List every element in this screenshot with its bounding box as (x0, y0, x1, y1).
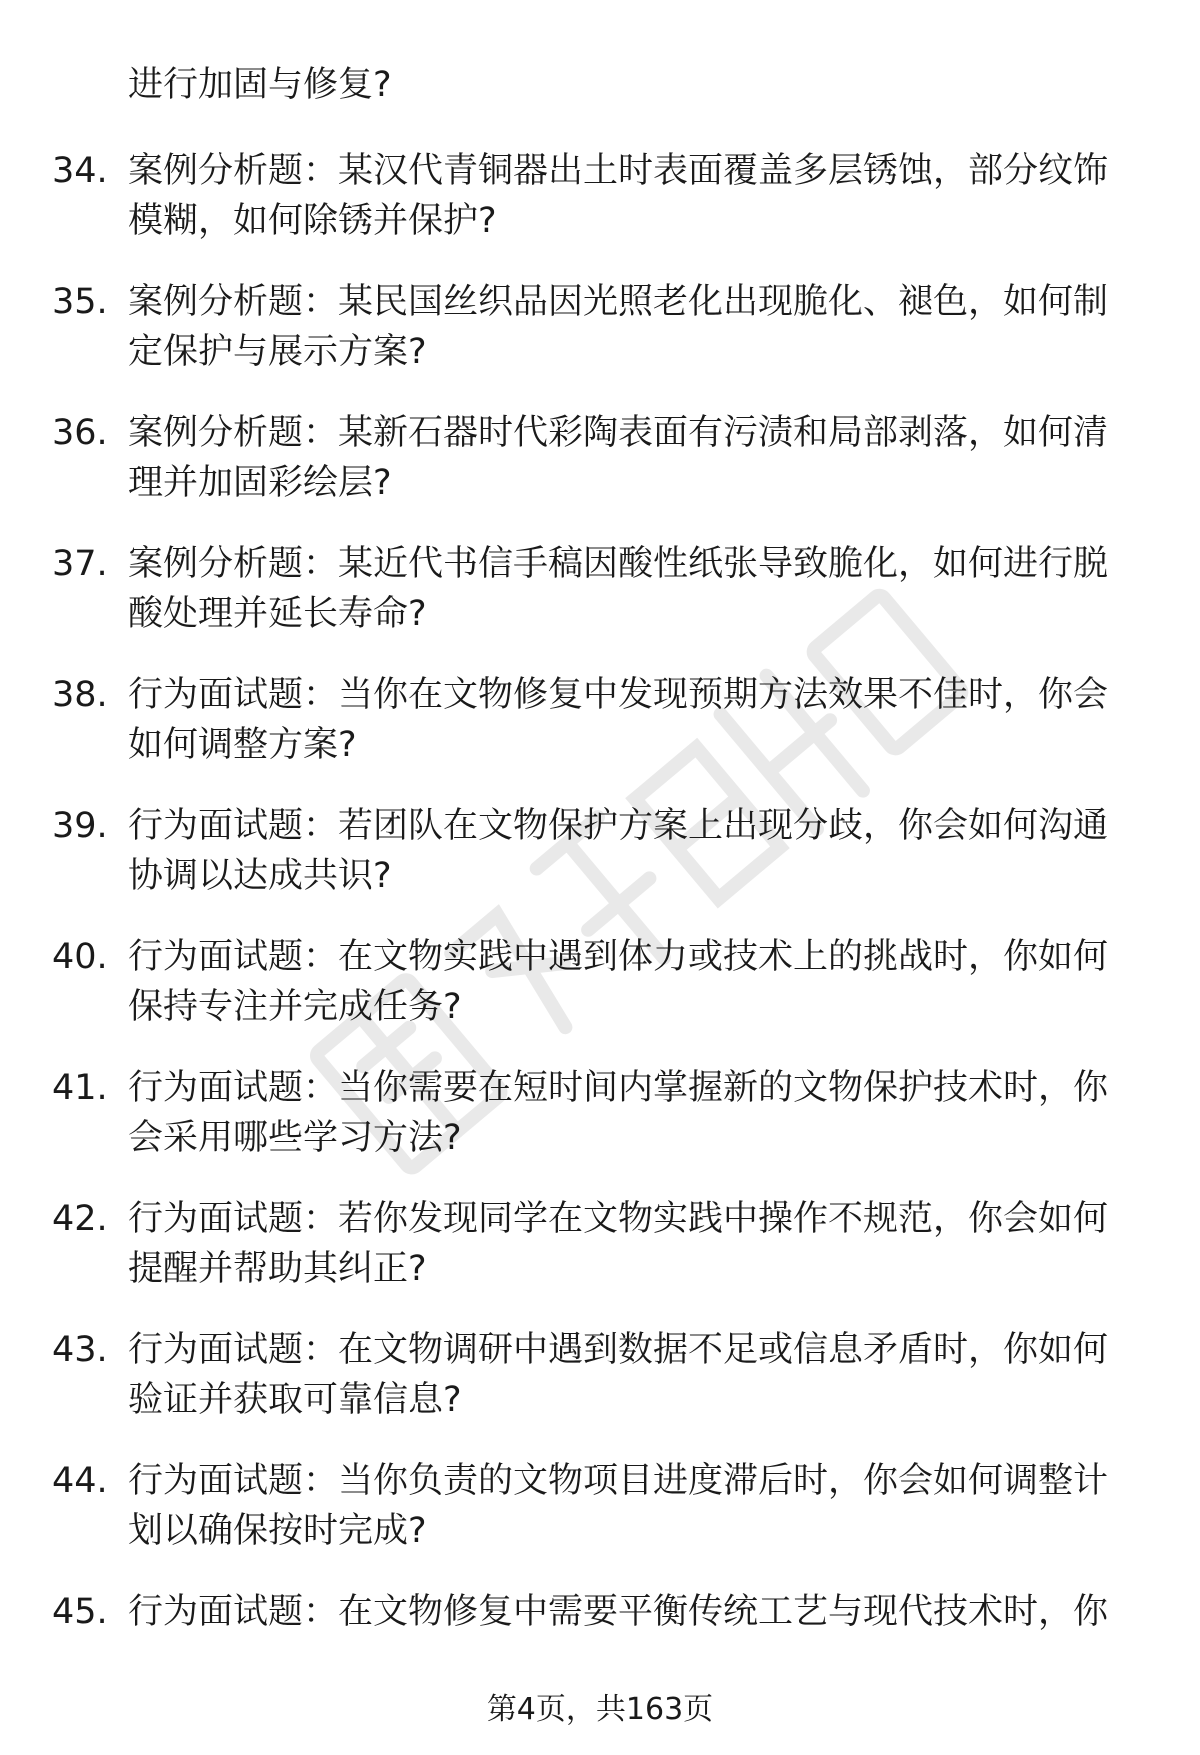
question-text (128, 1587, 1148, 1637)
question-line: 行为面试题：当你负责的文物项目进度滞后时，你会如何调整计 (128, 1461, 1109, 1501)
question-line: 保持专注并完成任务? (128, 987, 462, 1027)
question-line: 酸处理并延长寿命? (128, 594, 427, 634)
question-text (128, 801, 1148, 901)
question-line: 提醒并帮助其纠正? (128, 1249, 427, 1289)
list-item (0, 146, 1200, 277)
list-item (0, 801, 1200, 932)
question-line: 定保护与展示方案? (128, 332, 427, 372)
question-line: 如何调整方案? (128, 725, 357, 765)
list-item (0, 1194, 1200, 1325)
list-item (0, 1456, 1200, 1587)
question-line: 行为面试题：若你发现同学在文物实践中操作不规范，你会如何 (128, 1199, 1109, 1239)
question-line: 行为面试题：在文物修复中需要平衡传统工艺与现代技术时，你 (128, 1592, 1109, 1632)
question-text (128, 146, 1148, 246)
question-text (128, 1325, 1148, 1425)
list-item (0, 408, 1200, 539)
question-line: 案例分析题：某民国丝织品因光照老化出现脆化、褪色，如何制 (128, 282, 1109, 322)
question-line: 理并加固彩绘层? (128, 463, 392, 503)
question-text (128, 670, 1148, 770)
question-line: 行为面试题：当你在文物修复中发现预期方法效果不佳时，你会 (128, 675, 1109, 715)
question-text (128, 932, 1148, 1032)
question-line: 行为面试题：当你需要在短时间内掌握新的文物保护技术时，你 (128, 1068, 1109, 1108)
list-item (0, 539, 1200, 670)
question-line: 案例分析题：某新石器时代彩陶表面有污渍和局部剥落，如何清 (128, 413, 1109, 453)
question-number: 45. (52, 1592, 108, 1632)
list-item (0, 1063, 1200, 1194)
question-line: 行为面试题：若团队在文物保护方案上出现分歧，你会如何沟通 (128, 806, 1109, 846)
question-line: 案例分析题：某汉代青铜器出土时表面覆盖多层锈蚀，部分纹饰 (128, 151, 1109, 191)
list-item (0, 932, 1200, 1063)
question-list (0, 146, 1200, 1718)
question-number: 40. (52, 937, 108, 977)
question-number: 41. (52, 1068, 108, 1108)
question-line: 会采用哪些学习方法? (128, 1118, 462, 1158)
question-number: 44. (52, 1461, 108, 1501)
question-number: 39. (52, 806, 108, 846)
question-text (128, 1456, 1148, 1556)
question-number: 43. (52, 1330, 108, 1370)
page-number-footer: 第4页，共163页 (486, 1692, 714, 1727)
question-text (128, 1063, 1148, 1163)
question-text (128, 408, 1148, 508)
question-text (128, 539, 1148, 639)
question-number: 36. (52, 413, 108, 453)
question-line: 行为面试题：在文物实践中遇到体力或技术上的挑战时，你如何 (128, 937, 1109, 977)
question-line: 验证并获取可靠信息? (128, 1380, 462, 1420)
list-item (0, 277, 1200, 408)
question-text (128, 1194, 1148, 1294)
question-number: 35. (52, 282, 108, 322)
question-33-continuation: 进行加固与修复? (128, 65, 392, 105)
question-line: 案例分析题：某近代书信手稿因酸性纸张导致脆化，如何进行脱 (128, 544, 1109, 584)
question-number: 42. (52, 1199, 108, 1239)
question-line: 行为面试题：在文物调研中遇到数据不足或信息矛盾时，你如何 (128, 1330, 1109, 1370)
question-line: 模糊，如何除锈并保护? (128, 201, 497, 241)
question-text (128, 277, 1148, 377)
question-number: 38. (52, 675, 108, 715)
question-number: 34. (52, 151, 108, 191)
list-item (0, 1325, 1200, 1456)
list-item (0, 670, 1200, 801)
question-line: 划以确保按时完成? (128, 1511, 427, 1551)
question-line: 协调以达成共识? (128, 856, 392, 896)
question-number: 37. (52, 544, 108, 584)
